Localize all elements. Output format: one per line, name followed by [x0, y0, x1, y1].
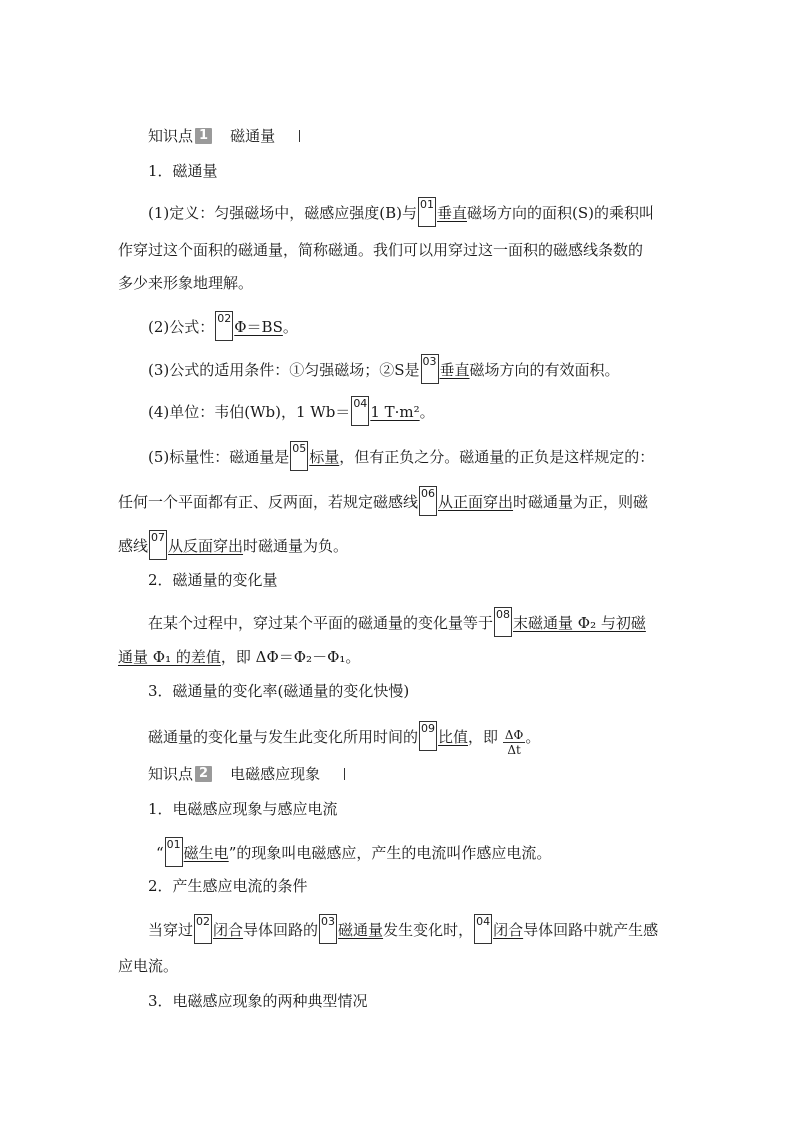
answer-box: 07 — [149, 530, 167, 560]
answer-box: 09 — [419, 721, 437, 751]
section-heading-1 — [148, 126, 300, 146]
rate-fraction: $\frac{\Delta\Phi}{\Delta t}$ — [504, 728, 524, 757]
scalar-line-3: 感线 07 从反面穿出时磁通量为负。 — [118, 530, 348, 560]
answer-text: 从正面穿出 — [438, 493, 514, 511]
subheading-induction: 1．电磁感应现象与感应电流 — [148, 800, 338, 818]
answer-text: 闭合 — [213, 921, 244, 939]
answer-box: 08 — [494, 607, 512, 637]
answer-text: 比值 — [438, 728, 469, 746]
definition-line-2: 作穿过这个面积的磁通量，简称磁通。我们可以用穿过这一面积的磁感线条数的 — [118, 241, 644, 259]
subheading-conditions: 2．产生感应电流的条件 — [148, 877, 308, 895]
section-prefix: 知识点 — [148, 127, 194, 145]
answer-text: 末磁通量 Φ₂ 与初磁 — [513, 614, 646, 632]
answer-box: 06 — [419, 486, 437, 516]
rate-line: 磁通量的变化量与发生此变化所用时间的 09 比值，即 $\frac{\Delta\Phi}{\Delta t}$ 。 — [148, 722, 541, 757]
answer-text: 1 T·m² — [370, 403, 420, 421]
answer-text: 垂直 — [439, 361, 470, 379]
change-line-2: 通量 Φ₁ 的差值，即 ΔΦ＝Φ₂－Φ₁。 — [118, 648, 361, 666]
scalar-line-1: (5)标量性：磁通量是 05 标量，但有正负之分。磁通量的正负是这样规定的： — [148, 441, 654, 471]
section-title: 电磁感应现象 — [230, 765, 321, 783]
answer-box: 05 — [290, 441, 308, 471]
answer-box: 03 — [319, 914, 337, 944]
answer-box: 04 — [351, 396, 369, 426]
formula-line: (2)公式： 02 Φ＝BS。 — [148, 311, 298, 341]
section-heading-2 — [148, 764, 345, 784]
answer-box: 01 — [418, 197, 436, 227]
section-title: 磁通量 — [230, 127, 276, 145]
answer-box: 04 — [474, 914, 492, 944]
induction-line: “ 01 磁生电”的现象叫电磁感应，产生的电流叫作感应电流。 — [156, 837, 551, 867]
answer-text: 标量 — [309, 448, 340, 466]
definition-line-3: 多少来形象地理解。 — [118, 274, 254, 292]
answer-text: Φ＝BS — [234, 318, 283, 336]
conditions-line-1: 当穿过 02 闭合导体回路的 03 磁通量发生变化时， 04 闭合导体回路中就产生感 — [148, 914, 658, 944]
section-prefix: 知识点 — [148, 765, 194, 783]
answer-box: 01 — [165, 837, 183, 867]
text-cursor — [299, 130, 300, 142]
answer-text: 磁通量 — [338, 921, 384, 939]
answer-text: 通量 Φ₁ 的差值 — [118, 648, 221, 666]
section-number-badge: 1 — [195, 128, 212, 144]
definition-line-1: (1)定义：匀强磁场中，磁感应强度(B)与 01 垂直磁场方向的面积(S)的乘积叫 — [148, 197, 654, 227]
answer-text: 从反面穿出 — [168, 537, 244, 555]
scalar-line-2: 任何一个平面都有正、反两面，若规定磁感线 06 从正面穿出时磁通量为正，则磁 — [118, 486, 648, 516]
answer-box: 02 — [194, 914, 212, 944]
unit-line: (4)单位：韦伯(Wb)，1 Wb＝ 04 1 T·m²。 — [148, 396, 435, 426]
subheading-flux-rate: 3．磁通量的变化率(磁通量的变化快慢) — [148, 682, 410, 700]
subheading-flux: 1．磁通量 — [148, 162, 218, 180]
section-number-badge: 2 — [195, 766, 212, 782]
answer-text: 垂直 — [436, 204, 467, 222]
conditions-line-2: 应电流。 — [118, 957, 179, 975]
subheading-flux-change: 2．磁通量的变化量 — [148, 571, 278, 589]
answer-text: 闭合 — [493, 921, 524, 939]
answer-box: 02 — [215, 311, 233, 341]
answer-text: 磁生电 — [183, 844, 229, 862]
subheading-typical-cases: 3．电磁感应现象的两种典型情况 — [148, 992, 368, 1010]
condition-line: (3)公式的适用条件：①匀强磁场；②S是 03 垂直磁场方向的有效面积。 — [148, 354, 620, 384]
text-cursor — [344, 768, 345, 780]
answer-box: 03 — [421, 354, 439, 384]
change-line-1: 在某个过程中，穿过某个平面的磁通量的变化量等于 08 末磁通量 Φ₂ 与初磁 — [148, 607, 646, 637]
